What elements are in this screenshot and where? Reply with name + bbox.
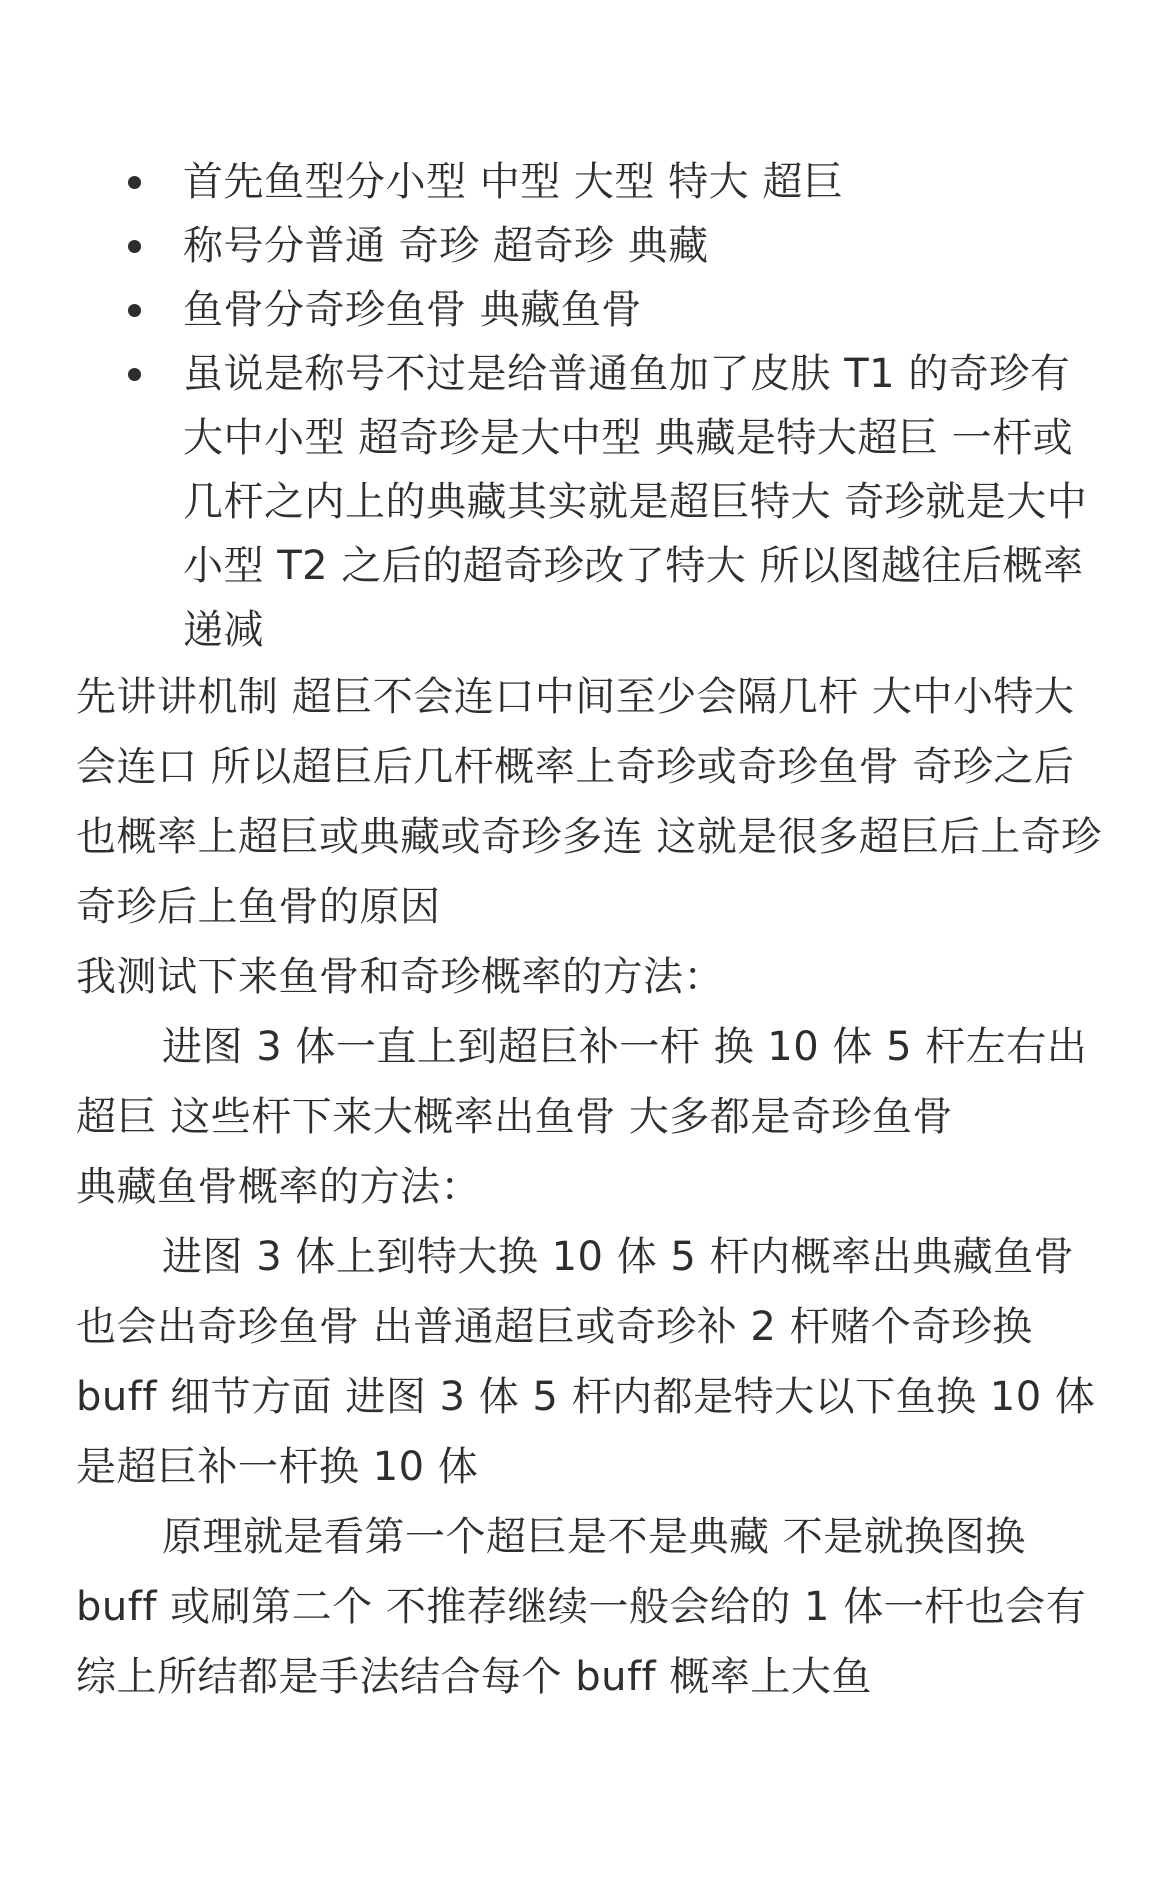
bullet-dot-icon: [128, 368, 141, 381]
mechanism-paragraph: 先讲讲机制 超巨不会连口中间至少会隔几杆 大中小特大会连口 所以超巨后几杆概率上奇珍或奇珍鱼骨 奇珍之后也概率上超巨或典藏或奇珍多连 这就是很多超巨后上奇珍 奇珍后上鱼骨的原因: [76, 674, 1102, 930]
bullet-dot-icon: [128, 240, 141, 253]
bullet-dot-icon: [128, 176, 141, 189]
bullet-item: [76, 214, 1106, 278]
bullet-item: [76, 278, 1106, 342]
bullet-text: 首先鱼型分小型 中型 大型 特大 超巨: [183, 159, 844, 205]
bullet-text: 称号分普通 奇珍 超奇珍 典藏: [183, 223, 709, 269]
method-heading: 我测试下来鱼骨和奇珍概率的方法：: [76, 954, 724, 1000]
document-page: [76, 150, 1106, 1712]
collection-heading: 典藏鱼骨概率的方法：: [76, 1164, 481, 1210]
bullet-dot-icon: [128, 304, 141, 317]
bullet-list: [76, 150, 1106, 662]
bullet-text: 虽说是称号不过是给普通鱼加了皮肤 T1 的奇珍有大中小型 超奇珍是大中型 典藏是特大超巨 一杆或几杆之内上的典藏其实就是超巨特大 奇珍就是大中小型 T2 之后的超奇珍改了特大 所以图越往后概率递减: [183, 351, 1088, 653]
principle-paragraph: 原理就是看第一个超巨是不是典藏 不是就换图换 buff 或刷第二个 不推荐继续一般会给的 1 体一杆也会有 综上所结都是手法结合每个 buff 概率上大鱼: [76, 1514, 1087, 1700]
collection-paragraph: 进图 3 体上到特大换 10 体 5 杆内概率出典藏鱼骨也会出奇珍鱼骨 出普通超巨或奇珍补 2 杆赌个奇珍换 buff 细节方面 进图 3 体 5 杆内都是特大以下鱼换 10 体 是超巨补一杆换 10 体: [76, 1234, 1096, 1490]
bullet-item: [76, 342, 1106, 662]
bullet-item: [76, 150, 1106, 214]
bullet-text: 鱼骨分奇珍鱼骨 典藏鱼骨: [183, 287, 642, 333]
method-paragraph: 进图 3 体一直上到超巨补一杆 换 10 体 5 杆左右出超巨 这些杆下来大概率出鱼骨 大多都是奇珍鱼骨: [76, 1024, 1088, 1140]
